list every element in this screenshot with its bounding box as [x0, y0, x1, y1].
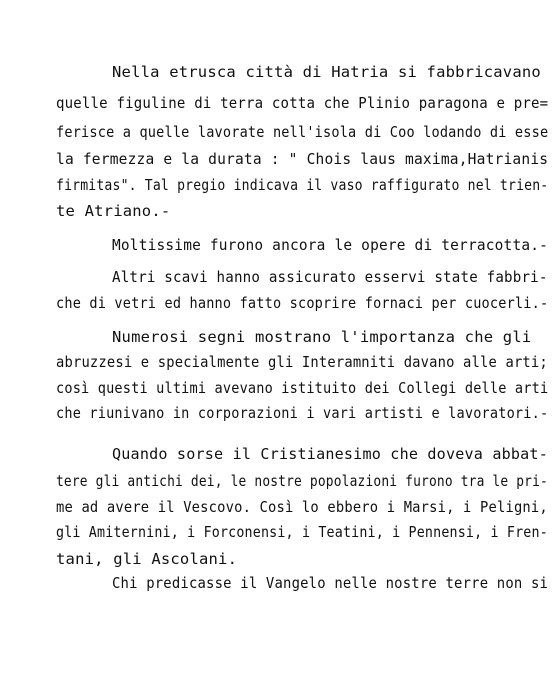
text-line-2: quelle figuline di terra cotta che Plinio paragona e pre=	[56, 94, 549, 112]
text-line-6: te Atriano.-	[56, 202, 171, 220]
text-line-16: me ad avere il Vescovo. Così lo ebbero i Marsi, i Peligni,	[56, 498, 548, 516]
text-line-12: così questi ultimi avevano istituito dei Collegi delle arti	[56, 379, 549, 397]
text-line-17: gli Amiternini, i Forconensi, i Teatini, i Pennensi, i Fren-	[56, 523, 548, 541]
text-line-8: Altri scavi hanno assicurato esservi state fabbri-	[112, 268, 548, 286]
text-line-19: Chi predicasse il Vangelo nelle nostre terre non si	[112, 574, 549, 592]
text-line-7: Moltissime furono ancora le opere di terracotta.-	[112, 236, 549, 254]
text-line-5: firmitas". Tal pregio indicava il vaso raffigurato nel trien-	[56, 176, 549, 194]
text-line-11: abruzzesi e specialmente gli Interamniti davano alle arti;	[56, 353, 548, 371]
text-line-10: Numerosi segni mostrano l'importanza che gli	[112, 328, 532, 346]
text-line-9: che di vetri ed hanno fatto scoprire fornaci per cuocerli.-	[56, 294, 549, 312]
text-line-14: Quando sorse il Cristianesimo che doveva abbat-	[112, 445, 548, 463]
text-line-3: ferisce a quelle lavorate nell'isola di Coo lodando di esse	[56, 123, 549, 141]
text-line-18: tani, gli Ascolani.	[56, 550, 238, 568]
text-line-1: Nella etrusca città di Hatria si fabbricavano	[112, 63, 541, 81]
text-line-13: che riunivano in corporazioni i vari artisti e lavoratori.-	[56, 404, 549, 422]
text-line-4: la fermezza e la durata : " Chois laus maxima,Hatrianis	[56, 150, 549, 168]
text-line-15: tere gli antichi dei, le nostre popolazioni furono tra le pri-	[56, 472, 548, 490]
